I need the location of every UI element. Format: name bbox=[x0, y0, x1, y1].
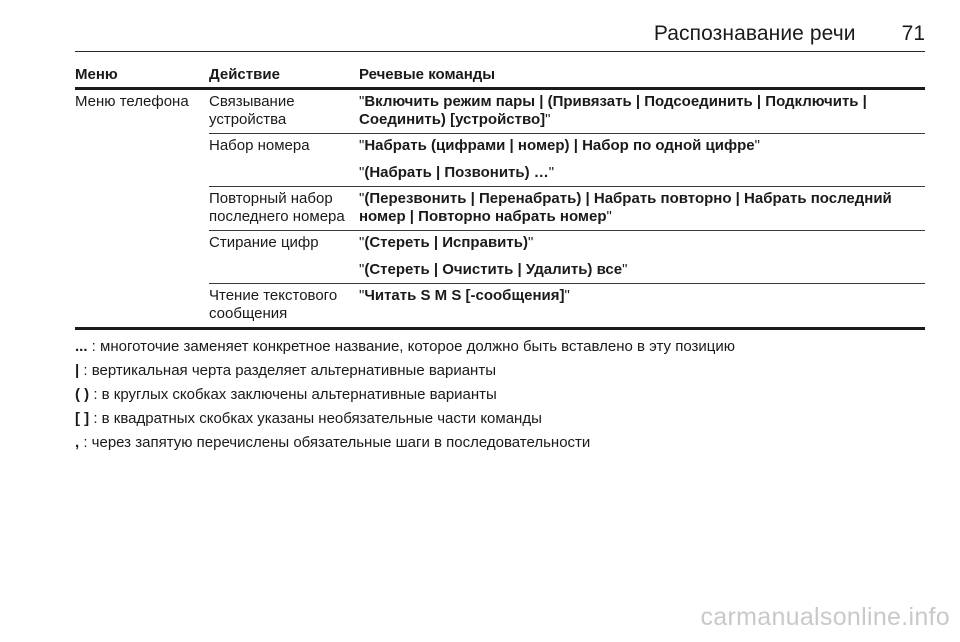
command-text: Включить режим пары | (Привязать | Подсоединить | Подключить | Соединить) [устройство] bbox=[359, 93, 867, 128]
legend-symbol: ( ) bbox=[75, 386, 90, 403]
legend-item bbox=[75, 410, 925, 428]
voice-commands-table bbox=[75, 61, 925, 330]
table-header-row bbox=[75, 61, 925, 89]
legend-item bbox=[75, 338, 925, 356]
legend-text: : многоточие заменяет конкретное название, которое должно быть вставлено в эту позицию bbox=[87, 338, 735, 355]
action-label: Повторный набор последнего номера bbox=[209, 190, 345, 225]
action-cell bbox=[209, 231, 359, 284]
command-cell bbox=[359, 231, 925, 284]
column-header-menu: Меню bbox=[75, 61, 209, 89]
legend-text: : через запятую перечислены обязательные шаги в последовательности bbox=[79, 434, 591, 451]
command-line: "Включить режим пары | (Привязать | Подсоединить | Подключить | Соединить) [устройство]" bbox=[359, 93, 867, 128]
action-label: Стирание цифр bbox=[209, 234, 319, 251]
command-line: "Набрать (цифрами | номер) | Набор по одной цифре" bbox=[359, 137, 760, 154]
command-line: "(Стереть | Очистить | Удалить) все" bbox=[359, 261, 628, 278]
command-cell bbox=[359, 284, 925, 329]
action-cell bbox=[209, 134, 359, 187]
command-line: "(Набрать | Позвонить) …" bbox=[359, 164, 555, 181]
command-cell bbox=[359, 89, 925, 134]
action-label: Связывание устройства bbox=[209, 93, 295, 128]
command-text: Читать S M S [-сообщения] bbox=[364, 287, 565, 304]
legend-text: : в квадратных скобках указаны необязательные части команды bbox=[89, 410, 542, 427]
table-row bbox=[75, 89, 925, 134]
command-line: "Читать S M S [-сообщения]" bbox=[359, 287, 570, 304]
legend bbox=[75, 338, 925, 458]
legend-symbol: , bbox=[75, 434, 80, 451]
command-text: Набрать (цифрами | номер) | Набор по одной цифре bbox=[364, 137, 755, 154]
legend-item bbox=[75, 362, 925, 380]
action-cell bbox=[209, 187, 359, 231]
legend-symbol: [ ] bbox=[75, 410, 90, 427]
column-header-action: Действие bbox=[209, 61, 359, 89]
header-divider bbox=[75, 51, 925, 52]
command-line: "(Стереть | Исправить)" bbox=[359, 234, 534, 251]
menu-cell-phone bbox=[75, 89, 209, 329]
page-header bbox=[75, 22, 925, 52]
action-label: Набор номера bbox=[209, 137, 310, 154]
page-number: 71 bbox=[901, 22, 925, 45]
command-line: "(Перезвонить | Перенабрать) | Набрать повторно | Набрать последний номер | Повторно набрать номер" bbox=[359, 190, 892, 225]
command-text: (Стереть | Исправить) bbox=[364, 234, 528, 251]
legend-item bbox=[75, 434, 925, 452]
command-text: (Стереть | Очистить | Удалить) все bbox=[364, 261, 623, 278]
legend-text: : в круглых скобках заключены альтернативные варианты bbox=[89, 386, 497, 403]
command-text: (Перезвонить | Перенабрать) | Набрать повторно | Набрать последний номер | Повторно набрать номер bbox=[359, 190, 892, 225]
menu-label: Меню телефона bbox=[75, 93, 189, 110]
command-cell bbox=[359, 134, 925, 187]
column-header-commands: Речевые команды bbox=[359, 61, 925, 89]
action-cell bbox=[209, 89, 359, 134]
legend-symbol: ... bbox=[75, 338, 88, 355]
page-title: Распознавание речи bbox=[653, 22, 856, 45]
watermark: carmanualsonline.info bbox=[700, 603, 950, 631]
legend-item bbox=[75, 386, 925, 404]
command-cell bbox=[359, 187, 925, 231]
action-cell bbox=[209, 284, 359, 329]
legend-symbol: | bbox=[75, 362, 80, 379]
command-text: (Набрать | Позвонить) … bbox=[364, 164, 549, 181]
legend-text: : вертикальная черта разделяет альтернативные варианты bbox=[79, 362, 496, 379]
action-label: Чтение текстового сообщения bbox=[209, 287, 338, 322]
